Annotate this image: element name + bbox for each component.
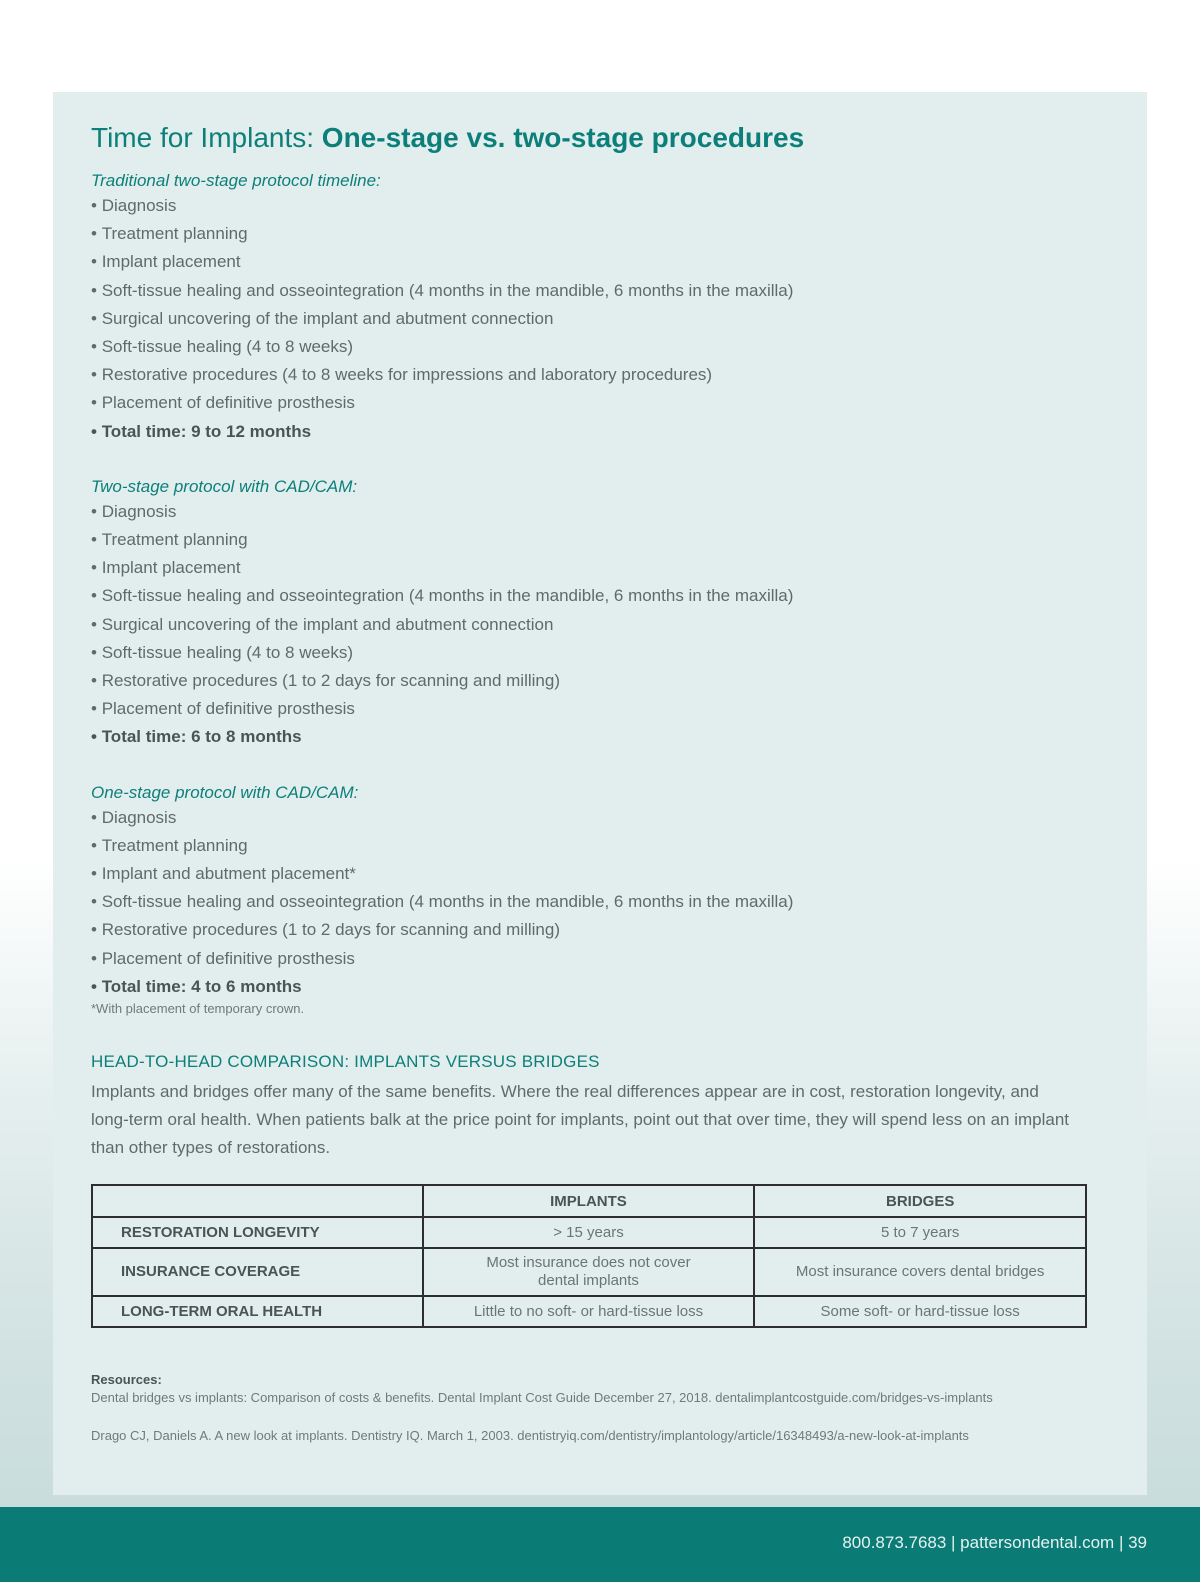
table-cell: Some soft- or hard-tissue loss	[754, 1296, 1086, 1327]
section-list-two-stage-cadcam	[91, 498, 1091, 752]
total-time: • Total time: 9 to 12 months	[91, 418, 1091, 446]
list-item: • Diagnosis	[91, 804, 1091, 832]
list-item: • Implant and abutment placement*	[91, 860, 1091, 888]
table-row	[92, 1296, 1086, 1327]
list-item: • Placement of definitive prosthesis	[91, 945, 1091, 973]
list-item: • Restorative procedures (4 to 8 weeks for impressions and laboratory procedures)	[91, 361, 1091, 389]
section-heading-one-stage-cadcam: One-stage protocol with CAD/CAM:	[91, 782, 359, 802]
list-item: • Placement of definitive prosthesis	[91, 389, 1091, 417]
footnote: *With placement of temporary crown.	[91, 1001, 305, 1017]
total-time: • Total time: 4 to 6 months	[91, 973, 1091, 1001]
table-cell: 5 to 7 years	[754, 1217, 1086, 1248]
list-item: • Soft-tissue healing (4 to 8 weeks)	[91, 639, 1091, 667]
list-item: • Soft-tissue healing and osseointegration (4 months in the mandible, 6 months in the maxilla)	[91, 582, 1091, 610]
table-row	[92, 1248, 1086, 1296]
list-item: • Soft-tissue healing and osseointegration (4 months in the mandible, 6 months in the maxilla)	[91, 277, 1091, 305]
list-item: • Soft-tissue healing (4 to 8 weeks)	[91, 333, 1091, 361]
list-item: • Diagnosis	[91, 498, 1091, 526]
footer-contact: 800.873.7683 | pattersondental.com | 39	[842, 1533, 1147, 1552]
list-item: • Surgical uncovering of the implant and abutment connection	[91, 305, 1091, 333]
table-cell: > 15 years	[423, 1217, 755, 1248]
row-header: INSURANCE COVERAGE	[92, 1248, 423, 1296]
table-header-row	[92, 1185, 1086, 1217]
table-cell: Little to no soft- or hard-tissue loss	[423, 1296, 755, 1327]
list-item: • Treatment planning	[91, 220, 1091, 248]
table-header-empty	[92, 1185, 423, 1217]
list-item: • Treatment planning	[91, 526, 1091, 554]
comparison-paragraph: Implants and bridges offer many of the same benefits. Where the real differences appear are in cost, restoration longevity, and long-term oral health. When patients balk at the price point for implants, point out that over time, they will spend less on an implant than other types of restorations.	[91, 1082, 1070, 1158]
list-item: • Treatment planning	[91, 832, 1091, 860]
table-cell: Most insurance covers dental bridges	[754, 1248, 1086, 1296]
list-item: • Implant placement	[91, 554, 1091, 582]
section-list-traditional	[91, 192, 1091, 446]
table-cell: Most insurance does not cover dental implants	[423, 1248, 755, 1296]
row-header: LONG-TERM ORAL HEALTH	[92, 1296, 423, 1327]
list-item: • Restorative procedures (1 to 2 days for scanning and milling)	[91, 916, 1091, 944]
footer-bar	[0, 1507, 1200, 1582]
resources-label: Resources:	[91, 1372, 162, 1387]
title-bold: One-stage vs. two-stage procedures	[321, 122, 805, 153]
list-item: • Diagnosis	[91, 192, 1091, 220]
row-header: RESTORATION LONGEVITY	[92, 1217, 423, 1248]
total-time: • Total time: 6 to 8 months	[91, 723, 1091, 751]
main-content	[91, 120, 1091, 1328]
section-heading-two-stage-cadcam: Two-stage protocol with CAD/CAM:	[91, 476, 358, 496]
list-item: • Placement of definitive prosthesis	[91, 695, 1091, 723]
table-header-implants: IMPLANTS	[423, 1185, 755, 1217]
table-row	[92, 1217, 1086, 1248]
table-header-bridges: BRIDGES	[754, 1185, 1086, 1217]
list-item: • Surgical uncovering of the implant and abutment connection	[91, 611, 1091, 639]
comparison-heading: HEAD-TO-HEAD COMPARISON: IMPLANTS VERSUS BRIDGES	[91, 1052, 600, 1072]
page-title	[91, 120, 1091, 156]
section-list-one-stage-cadcam	[91, 804, 1091, 1001]
section-heading-traditional: Traditional two-stage protocol timeline:	[91, 171, 381, 190]
list-item: • Implant placement	[91, 248, 1091, 276]
resources	[91, 1371, 1091, 1445]
list-item: • Restorative procedures (1 to 2 days for scanning and milling)	[91, 667, 1091, 695]
list-item: • Soft-tissue healing and osseointegration (4 months in the mandible, 6 months in the maxilla)	[91, 888, 1091, 916]
reference-2: Drago CJ, Daniels A. A new look at implants. Dentistry IQ. March 1, 2003. dentistryiq.com/dentistry/implantology/article/16348493/a-new-look-at-implants	[91, 1428, 969, 1443]
title-light: Time for Implants:	[91, 122, 322, 153]
comparison-table	[91, 1184, 1087, 1328]
reference-1: Dental bridges vs implants: Comparison of costs & benefits. Dental Implant Cost Guide December 27, 2018. dentalimplantcostguide.com/bridges-vs-implants	[91, 1390, 993, 1405]
